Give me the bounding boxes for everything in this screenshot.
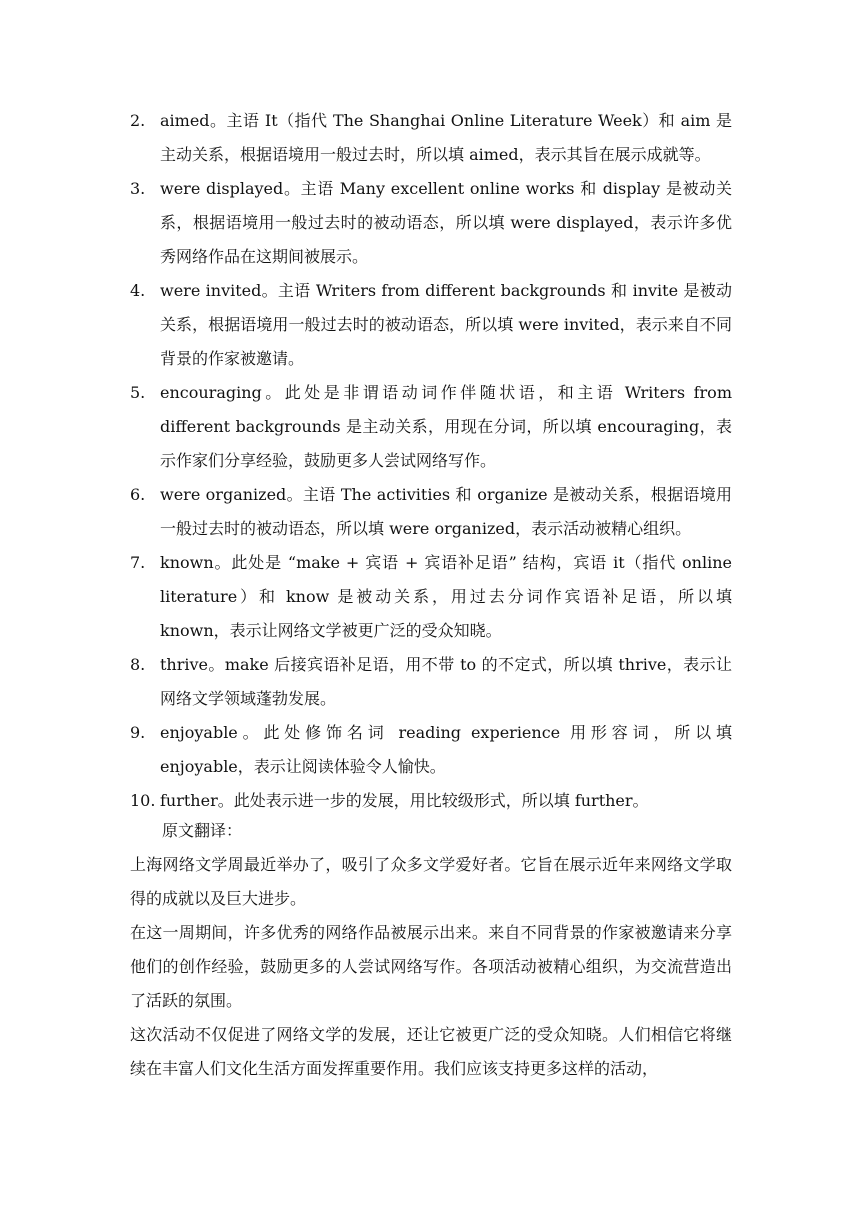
- answer-item: [130, 376, 732, 478]
- translation-section: [130, 848, 732, 1086]
- answer-text: aimed。主语 It（指代 The Shanghai Online Literature Week）和 aim 是主动关系，根据语境用一般过去时，所以填 aimed，表示其旨在展示成就等。: [160, 111, 732, 164]
- answer-item: [130, 648, 732, 716]
- answer-text: further。此处表示进一步的发展，用比较级形式，所以填 further。: [160, 791, 649, 810]
- answer-number: 8.: [130, 655, 146, 674]
- answer-number: 5.: [130, 383, 146, 402]
- answer-text: were displayed。主语 Many excellent online works 和 display 是被动关系，根据语境用一般过去时的被动语态，所以填 were displayed，表示许多优秀网络作品在这期间被展示。: [160, 179, 732, 266]
- answer-text: enjoyable。此处修饰名词 reading experience 用形容词，所以填 enjoyable，表示让阅读体验令人愉快。: [160, 723, 732, 776]
- answer-text: were invited。主语 Writers from different backgrounds 和 invite 是被动关系，根据语境用一般过去时的被动语态，所以填 were invited，表示来自不同背景的作家被邀请。: [160, 281, 732, 368]
- answer-text: encouraging。此处是非谓语动词作伴随状语，和主语 Writers from different backgrounds 是主动关系，用现在分词，所以填 encouraging，表示作家们分享经验，鼓励更多人尝试网络写作。: [160, 383, 732, 470]
- answer-number: 10.: [130, 791, 156, 810]
- translation-paragraph: 在这一周期间，许多优秀的网络作品被展示出来。来自不同背景的作家被邀请来分享他们的创作经验，鼓励更多的人尝试网络写作。各项活动被精心组织，为交流营造出了活跃的氛围。: [130, 923, 732, 1010]
- answer-item: [130, 104, 732, 172]
- answer-number: 9.: [130, 723, 146, 742]
- translation-paragraph: 这次活动不仅促进了网络文学的发展，还让它被更广泛的受众知晓。人们相信它将继续在丰富人们文化生活方面发挥重要作用。我们应该支持更多这样的活动，: [130, 1025, 732, 1078]
- answer-number: 2.: [130, 111, 146, 130]
- answer-text: were organized。主语 The activities 和 organize 是被动关系，根据语境用一般过去时的被动语态，所以填 were organized，表示活动被精心组织。: [160, 485, 732, 538]
- answer-item: [130, 546, 732, 648]
- answer-number: 4.: [130, 281, 146, 300]
- answer-text: known。此处是 “make + 宾语 + 宾语补足语” 结构，宾语 it（指代 online literature）和 know 是被动关系，用过去分词作宾语补足语，所以填 known，表示让网络文学被更广泛的受众知晓。: [160, 553, 732, 640]
- answer-item: [130, 274, 732, 376]
- answer-explanation-list: [130, 104, 732, 818]
- answer-item: [130, 716, 732, 784]
- answer-item: [130, 784, 732, 818]
- answer-text: thrive。make 后接宾语补足语，用不带 to 的不定式，所以填 thrive，表示让网络文学领域蓬勃发展。: [160, 655, 732, 708]
- answer-number: 6.: [130, 485, 146, 504]
- answer-item: [130, 478, 732, 546]
- answer-number: 3.: [130, 179, 146, 198]
- answer-number: 7.: [130, 553, 146, 572]
- answer-item: [130, 172, 732, 274]
- translation-paragraph: 上海网络文学周最近举办了，吸引了众多文学爱好者。它旨在展示近年来网络文学取得的成就以及巨大进步。: [130, 855, 732, 908]
- translation-label: 原文翻译：: [162, 821, 243, 840]
